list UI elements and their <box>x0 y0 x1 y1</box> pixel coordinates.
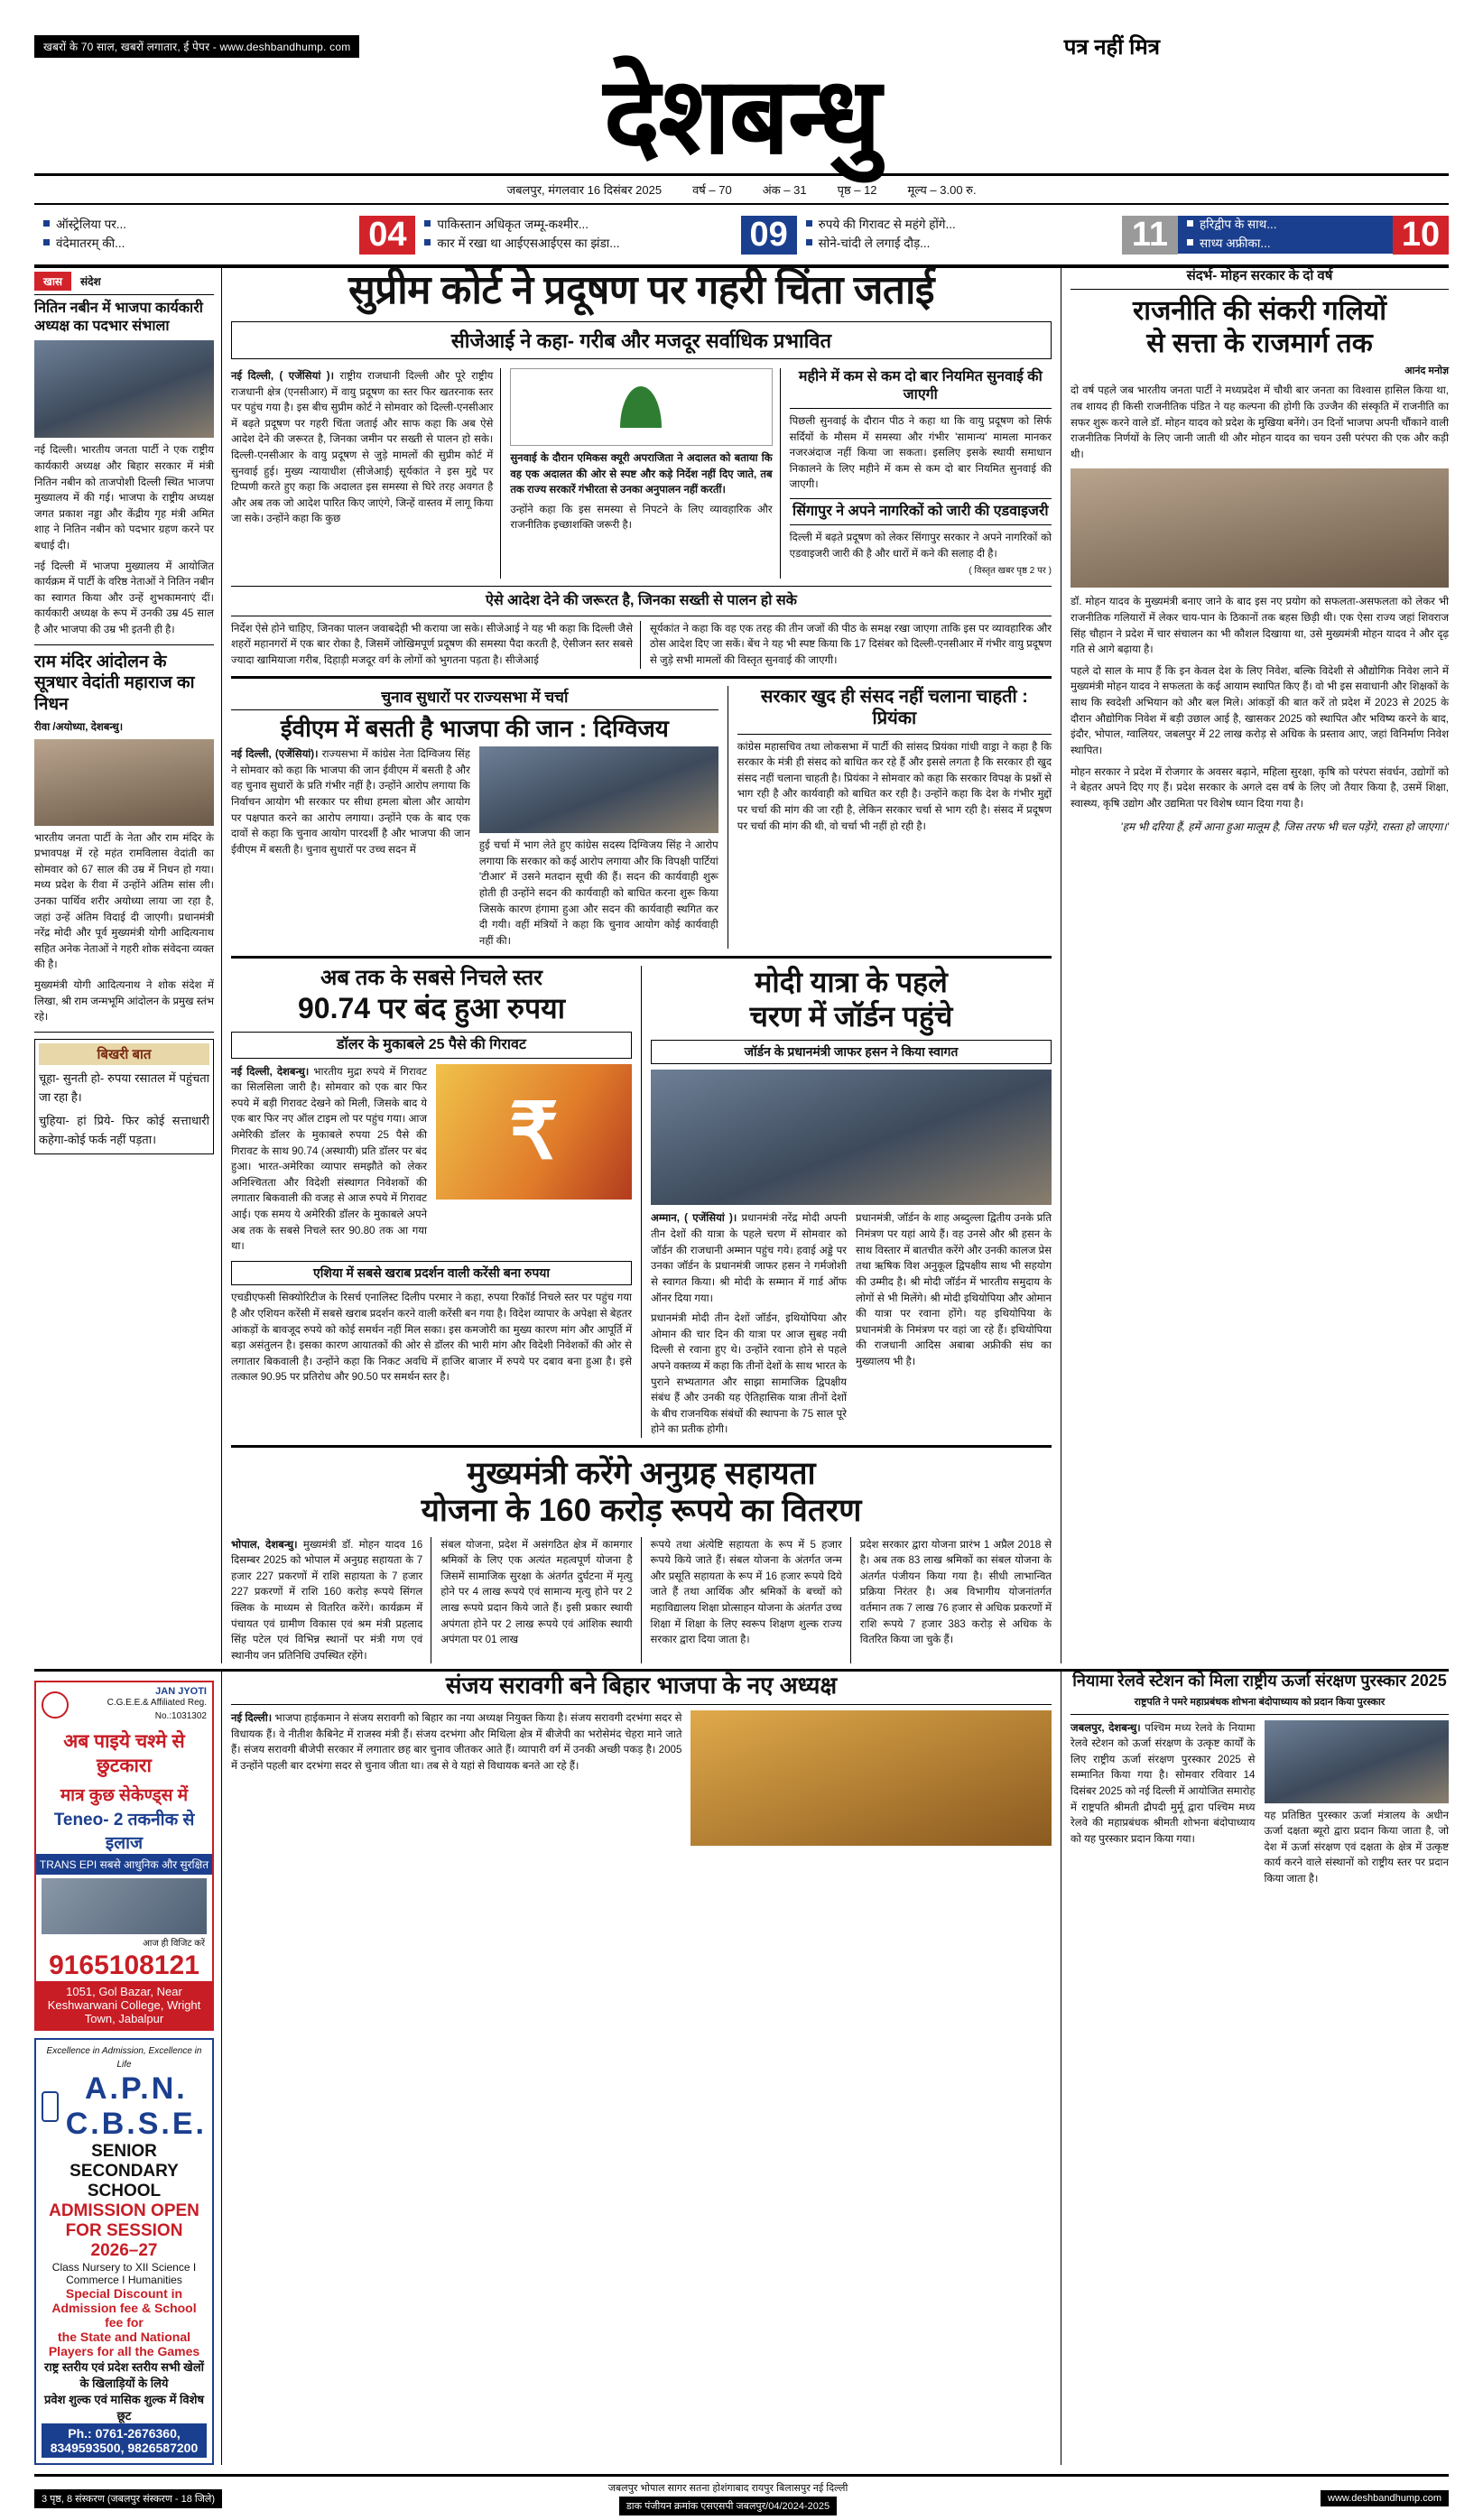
index-entry-2[interactable] <box>415 205 796 264</box>
index-line: सोने-चांदी ले लगाई दौड़... <box>806 235 1117 254</box>
cm-text-2: संबल योजना, प्रदेश में असंगठित क्षेत्र में कामगार श्रमिकों के लिए एक अत्यंत महत्वपूर्ण योजना है जिसमें सामाजिक सुरक्षा के अंतर्गत दुर्घटना में मृत्यु होने पर 4 लाख रूपये एवं सामान्य मृत्यु होने पर 2 लाख रूपये प्रदान किये जाते हैं। इसी प्रकार स्थायी अपंगता होने पर 2 लाख रूपये एवं आंशिक स्थायी अपंगता पर 01 लाख <box>440 1538 633 1646</box>
priyanka-text: कांग्रेस महासचिव तथा लोकसभा में पार्टी की सांसद प्रियंका गांधी वाड्रा ने कहा है कि सरकार के मंत्री ही संसद को बाधित कर रहे हैं और इससे लगता है कि सरकार ही खुद संसद नहीं चलाना चाहती है। प्रियंका ने सोमवार को कहा कि सरकार विपक्ष के प्रश्नों से भाग रही है और कार्यवाही को बाधित कर रही है। उन्होंने कहा कि देश के गंभीर मुद्दों पर चर्चा की मांग की जा रही है, लेकिन सरकार चर्चा से भाग रही है। संसद में प्रदूषण पर चर्चा की मांग की थी, वो चर्चा भी नहीं हो रही है। <box>737 740 1052 832</box>
page-footer <box>34 2474 1449 2520</box>
ad-apn-offer-2: the State and National Players for all the Games <box>48 2330 200 2359</box>
index-page-number: 04 <box>359 216 415 255</box>
footer-registration: डाक पंजीयन क्रमांक एसएसपी जबलपुर/04/2024-2025 <box>619 2497 837 2515</box>
index-line: साध्य अफ्रीका... <box>1187 235 1387 254</box>
priyanka-headline: सरकार खुद ही संसद नहीं चलाना चाहती : प्रियंका <box>737 686 1052 735</box>
ad-jan-line-2: मात्र कुछ सेकेण्ड्स में <box>60 1785 189 1805</box>
left-lead-text-2: नई दिल्ली में भाजपा मुख्यालय में आयोजित कार्यक्रम में पार्टी के वरिष्ठ नेताओं ने नितिन नबीन का स्वागत किया और उन्हें शुभकामनाएं दीं। कार्यकारी अध्यक्ष के रूप में उनकी उम्र 45 साल है और भाजपा की उम्र भी इतनी ही है। <box>34 560 214 636</box>
ad-apn-hindi-1: राष्ट्र स्तरीय एवं प्रदेश स्तरीय सभी खेलों के खिलाड़ियों के लिये <box>44 2360 204 2391</box>
vedanti-dateline: रीवा /अयोध्या, देशबन्धु। <box>34 720 124 733</box>
left-lead-headline: नितिन नबीन में भाजपा कार्यकारी अध्यक्ष का पदभार संभाला <box>34 301 203 335</box>
modi-text-2: प्रधानमंत्री मोदी तीन देशों जॉर्डन, इथियोपिया और ओमान की चार दिन की यात्रा पर आज सुबह नयी दिल्ली से रवाना हुए थे। उन्होंने रवाना होने से पहले अपने वक्तव्य में कहा कि तीनों देशों के साथ भारत के पुराने सभ्यतागत और साझा सामाजिक द्विपक्षीय संबंध हैं और उनकी यह ऐतिहासिक यात्रा तीनों देशों के बीच राजनयिक संबंधों की स्थापना के 75 साल पूरे होने का प्रतीक होगी। <box>651 1312 847 1436</box>
lead-headline: सुप्रीम कोर्ट ने प्रदूषण पर गहरी चिंता जताई <box>348 268 935 313</box>
modi-text-3: प्रधानमंत्री, जॉर्डन के शाह अब्दुल्ला द्वितीय उनके प्रति निमंत्रण पर यहां आये हैं। वह उनसे और श्री हसन के साथ विस्तार में बातचीत करेंगे और उनकी कालज प्रेस तथा ऋषिक विश अनुकूल द्विपक्षीय साथ भी सहयोग की उम्मीद है। श्री मोदी जॉर्डन में भारतीय समुदाय के लोगों से भी मिलेंगे। श्री मोदी इथियोपिया और ओमान की यात्रा पर रवाना होंगे। यह इथियोपिया के प्रधानमंत्री के निमंत्रण पर वहां जा रहे हैं। इथियोपिया की राजधानी आदिस अबाबा अफ्रीकी संघ का मुख्यालय भी है। <box>856 1212 1052 1367</box>
footer-website[interactable]: www.deshbandhump.com <box>1321 2490 1449 2506</box>
ad-jan-line-3: Teneo- 2 तकनीक से इलाज <box>53 1810 195 1853</box>
ad-jan-address: 1051, Gol Bazar, Near Keshwarwani College, Wright Town, Jabalpur <box>36 1981 212 2029</box>
newspaper-page <box>0 32 1483 2520</box>
index-entry-3[interactable] <box>797 205 1178 264</box>
ad-apn-admission: ADMISSION OPEN FOR SESSION 2026–27 <box>49 2201 199 2261</box>
railway-text-2: यह प्रतिष्ठित पुरस्कार ऊर्जा मंत्रालय के अधीन ऊर्जा दक्षता ब्यूरो द्वारा प्रदान किया जाता है, जो देश में ऊर्जा संरक्षण एवं दक्षता के क्षेत्र में उत्कृष्ट कार्य करने वाले संस्थानों को राष्ट्रीय स्तर पर प्रदान किया जाता है। <box>1264 1809 1449 1885</box>
rupee-subheadline: डॉलर के मुकाबले 25 पैसे की गिरावट <box>231 1032 632 1059</box>
issue-line <box>34 176 1449 205</box>
railway-headline: नियामा रेलवे स्टेशन को मिला राष्ट्रीय ऊर्जा संरक्षण पुरस्कार 2025 <box>1072 1672 1447 1691</box>
ad-jan-line-1: अब पाइये चश्मे से छुटकारा <box>63 1731 185 1776</box>
railway-dateline: जबलपुर, देशबन्धु। <box>1071 1721 1141 1734</box>
cm-text-3: रूपये तथा अंत्येष्टि सहायता के रूप में 5 हजार रूपये किये जाते हैं। संबल योजना के अंतर्गत जन्म और प्रसूति सहायता के रूप में 16 हजार रूपये दिये जाते हैं तथा आर्थिक और श्रमिकों के बच्चों को महाविद्यालय शिक्षा प्रोत्साहन योजना के अंतर्गत उच्च शिक्षा में शिक्षा के लिए स्वरूप शिक्षण शुल्क राज्य सरकार द्वारा दिया जाता है। <box>650 1538 842 1646</box>
modi-dateline: अम्मान, ( एजेंसियां )। <box>651 1212 737 1225</box>
issue-number: अंक – 31 <box>762 183 807 198</box>
railway-text: पश्चिम मध्य रेलवे के नियामा रेलवे स्टेशन को ऊर्जा संरक्षण के उत्कृष्ट कार्यों के लिए राष्ट्रीय ऊर्जा संरक्षण पुरस्कार 2025 से सम्मानित किया गया है। सोमवार रविवार 14 दिसंबर 2025 को नई दिल्ली में आयोजित समारोह में राष्ट्रपति श्रीमती द्रौपदी मुर्मू द्वारा पश्चिम मध्य रेलवे की महाप्रबंधक श्रीमती शोभना बंदोपाध्याय को यह पुरस्कार प्रदान किया गया। <box>1071 1721 1256 1845</box>
main-grid <box>34 267 1449 1663</box>
left-kicker-black: संदेश <box>80 275 101 289</box>
rupee-dateline: नई दिल्ली, देशबन्धु। <box>231 1065 310 1078</box>
analysis-signature-couplet: 'हम भी दरिया हैं, हमें आना हुआ मालूम है, जिस तरफ भी चल पड़ेंगे, रास्ता हो जाएगा।' <box>1120 820 1449 834</box>
ad-jan-bar: TRANS EPI सबसे आधुनिक और सुरक्षित <box>36 1854 212 1875</box>
evm-dateline: नई दिल्ली, (एजेंसियां)। <box>231 748 319 761</box>
analysis-headline-2: से सत्ता के राजमार्ग तक <box>1146 328 1373 358</box>
vedanti-headline: राम मंदिर आंदोलन के सूत्रधार वेदांती महाराज का निधन <box>34 652 195 715</box>
ad-jan-reg: C.G.E.E.& Affiliated Reg. No.:1031302 <box>107 1698 207 1721</box>
lead-side-head-2: सिंगापुर ने अपने नागरिकों को जारी की एडवाइजरी <box>790 498 1052 525</box>
railway-subheadline: राष्ट्रपति ने पमरे महाप्रबंधक शोभना बंदोपाध्याय को प्रदान किया पुरस्कार <box>1071 1691 1449 1715</box>
masthead-logo-wrap <box>34 58 1449 176</box>
masthead-slogan: पत्र नहीं मित्र <box>1063 34 1160 60</box>
index-entry-4-text <box>1178 216 1393 254</box>
index-bar <box>34 205 1449 267</box>
ad-jan-clinic-photo <box>42 1878 207 1934</box>
ad-jan-phone[interactable]: 9165108121 <box>49 1950 199 1981</box>
analysis-text-2: डॉ. मोहन यादव के मुख्यमंत्री बनाए जाने के बाद इस नए प्रयोग को सफलता-असफलता को लेकर भी राजनीतिक गलियारों में लेकर चाय-पान के ठिकानों तक बहस छिड़ी थी। एक ऐसा राज्य जहां शिवराज सिंह चौहान ने प्रदेश में चार संचालन का भी कौशल दिखाया था, उसे मुख्यमंत्री मोहन यादव ने और दृढ़ गति से आगे बढ़ाया है। <box>1071 596 1449 656</box>
bjp-ceremony-photo <box>34 340 214 438</box>
index-entry-1[interactable] <box>34 205 415 264</box>
bihar-headline: संजय सरावगी बने बिहार भाजपा के नए अध्यक्ष <box>231 1672 1052 1705</box>
analysis-text-3: पहले दो साल के माप हैं कि इन केवल देश के लिए निवेश, बल्कि विदेशी से औद्योगिक निवेश लाने में मुख्यमंत्री मोहन यादव ने सफलता के कई आयाम स्थापित किए हैं। वो भी इस सवाधानी और शिक्षकों के साथ कि स्वदेशी अभियान को और बल मिले। आंकड़ों की बात करें तो प्रदेश में 2023 से 2025 के दौरान औद्योगिक निवेश में बड़ी उछाल आई है, खासकर 2025 को स्थापित और भविष्य करने के बाद, इंदौर, भोपाल, ग्वालियर, जबलपुर में 22 लाख करोड़ से अधिक के प्रस्ताव आए, जहां विनिर्माण निवेश स्थापित। <box>1071 664 1449 756</box>
index-line: रुपये की गिरावट से महंगे होंगे... <box>806 216 1117 235</box>
vedanti-portrait-photo <box>34 739 214 826</box>
modi-headline-1: मोदी यात्रा के पहले <box>755 966 948 999</box>
analysis-headline-1: राजनीति की संकरी गलियों <box>1133 296 1386 327</box>
issue-year: वर्ष – 70 <box>692 183 732 198</box>
ad-jan-jyoti[interactable] <box>34 1681 214 2031</box>
bottom-left-ads <box>34 1672 222 2465</box>
ad-apn-school[interactable] <box>34 2038 214 2465</box>
masthead-topbar <box>34 32 1449 60</box>
modi-text: प्रधानमंत्री नरेंद्र मोदी अपनी तीन देशों की यात्रा के पहले चरण में सोमवार को जॉर्डन की राजधानी अम्मान पहुंच गये। हवाई अड्डे पर उनका जॉर्डन के प्रधानमंत्री जाफर हसन ने गर्मजोशी से स्वागत किया। श्री मोदी के सम्मान में गार्ड ऑफ ऑनर दिया गया। <box>651 1212 847 1304</box>
rupee-graphic <box>436 1064 632 1200</box>
issue-place-date: जबलपुर, मंगलवार 16 दिसंबर 2025 <box>506 183 663 198</box>
lead-side-text-2: दिल्ली में बढ़ते प्रदूषण को लेकर सिंगापुर सरकार ने अपने नागरिकों को एडवाइजरी जारी की है और धारों में कने की सलाह दी है। <box>789 532 1052 560</box>
cm-text-4: प्रदेश सरकार द्वारा योजना प्रारंभ 1 अप्रैल 2018 से है। अब तक 83 लाख श्रमिकों का संबल योजना के अंतर्गत पंजीयन किया गया है। सीधी लाभान्वित प्रक्रिया निरंतर है। अब विभागीय योजनांतर्गत वर्तमान तक 7 लाख 76 हजार से अधिक प्रकरणों में राशि रूपये 7 हजार 383 करोड़ से अधिक के वितरित किया जा चुके हैं। <box>859 1538 1052 1646</box>
lead-side-head-1: महीने में कम से कम दो बार नियमित सुनवाई की जाएगी <box>790 368 1052 409</box>
rupee-sub2: एशिया में सबसे खराब प्रदर्शन वाली करेंसी बना रुपया <box>231 1261 632 1286</box>
lead-box-col-2: सूर्यकांत ने कहा कि वह एक तरह की तीन जजों की पीठ के समक्ष रखा जाएगा ताकि इस पर व्यावहारिक और ठोस आदेश दिए जा सकें। बेंच ने यह भी स्पष्ट किया कि 17 दिसंबर को दिल्ली-एनसीआर में गंभीर वायु प्रदूषण से जुड़े सभी मामलों की विस्तृत सुनवाई की जाएगी। <box>650 622 1052 666</box>
left-lead-text: नई दिल्ली। भारतीय जनता पार्टी ने एक राष्ट्रीय कार्यकारी अध्यक्ष और बिहार सरकार में मंत्री नितिन नबीन को ताजपोशी दिल्ली स्थित भाजपा मुख्यालय में की गई। भाजपा के राष्ट्रीय अध्यक्ष जगत प्रकाश नड्डा और केंद्रीय गृह मंत्री अमित शाह ने नितिन नबीन को पदभार ग्रहण करने पर बधाई दी। <box>34 444 214 552</box>
lead-box-col-1: निर्देश ऐसे होने चाहिए, जिनका पालन जवाबदेही भी कराया जा सके। सीजेआई ने यह भी कहा कि दिल्ली जैसे शहरों महानगरों में एक बार रोका है, जिसमें जोखिमपूर्ण प्रदूषण की समस्या पैदा करती है, ऐसीजन स्तर सबसे ज्यादा खामियाजा गरीब, दिहाड़ी मजदूर वर्ग के लोगों को भुगतना पड़ता है। सीजेआई <box>231 622 633 666</box>
issue-pages: पृष्ठ – 12 <box>837 183 877 198</box>
modi-jordan-photo <box>651 1070 1052 1205</box>
rupee-text: भारतीय मुद्रा रुपये में गिरावट का सिलसिला जारी है। सोमवार को एक बार फिर रुपये में बड़ी गिरावट देखने को मिली, जिसके बाद ये एक बार फिर नए ऑल टाइम लो पर पहुंच गया। आज अमेरिकी डॉलर के मुकाबले रुपया 25 पैसे की गिरावट के साथ 90.74 (अस्थायी) प्रति डॉलर पर बंद हुआ। भारत-अमेरिका व्यापार समझौते को लेकर अनिश्चितता और विदेशी संस्थागत निवेशकों की लगातार बिकवाली की वजह से आज रुपये में गिरावट आई। एक समय ये अमेरिकी डॉलर के मुकाबले अपने अब तक के सबसे निचले स्तर 90.80 तक आ गया था। <box>231 1065 427 1253</box>
bihar-dateline: नई दिल्ली। <box>231 1712 273 1725</box>
index-entry-1-text <box>34 216 359 254</box>
lead-box-headline: ऐसे आदेश देने की जरूरत है, जिनका सख्ती से पालन हो सके <box>486 592 797 608</box>
cm-headline-2: योजना के 160 करोड़ रूपये का वितरण <box>421 1493 862 1529</box>
modi-subheadline: जॉर्डन के प्रधानमंत्री जाफर हसन ने किया स्वागत <box>651 1040 1052 1065</box>
lead-subheadline: सीजेआई ने कहा- गरीब और मजदूर सर्वाधिक प्रभावित <box>231 321 1052 359</box>
lead-pullquote: सुनवाई के दौरान एमिकस क्यूरी अपराजिता ने अदालत को बताया कि वह एक अदालत की ओर से स्पष्ट और कड़े निर्देश नहीं दिए जाते, तब तक राज्य सरकारें गंभीरता से उनका अनुपालन नहीं करतीं। <box>510 451 773 496</box>
index-entry-3-text <box>797 216 1122 254</box>
school-logo-icon <box>42 2091 59 2122</box>
cartoon-line-2: चुहिया- हां प्रिये- फिर कोई सत्ताधारी कहेगा-कोई फर्क नहीं पड़ता। <box>39 1114 209 1147</box>
analysis-kicker: संदर्भ- मोहन सरकार के दो वर्ष <box>1071 268 1449 290</box>
left-kicker-red: खास <box>34 272 71 291</box>
index-line: कार में रखा था आईएसआईएस का झंडा... <box>424 235 735 254</box>
right-column <box>1061 268 1449 1663</box>
footer-editions: जबलपुर भोपाल सागर सतना होशंगाबाद रायपुर बिलासपुर नई दिल्ली <box>607 2483 848 2495</box>
vedanti-text-2: मुख्यमंत्री योगी आदित्यनाथ ने शोक संदेश में लिखा, श्री राम जन्मभूमि आंदोलन के प्रमुख स्तंभ रहे। <box>34 979 214 1024</box>
ad-jan-badge: JAN JYOTI <box>155 1686 207 1698</box>
evm-text: राज्यसभा में कांग्रेस नेता दिग्विजय सिंह ने सोमवार को कहा कि भाजपा की जान ईवीएम में बसती है और वह चुनाव सुधारों के प्रति गंभीर नहीं है। उन्होंने आरोप लगाया कि निर्वाचन आयोग भी सरकार पर सीधा हमला बोला और आयोग पर पक्षपात करने का आरोप लगाया। उन्होंने एक के बाद एक दावों से कहा कि चुनाव आयोग पारदर्शी है और भाजपा की जान ईवीएम में बसती है। चुनाव सुधारों पर उच्च सदन में <box>231 748 470 856</box>
newspaper-logo: देशबन्धु <box>603 58 880 176</box>
rupee-headline-2: 90.74 पर बंद हुआ रुपया <box>297 991 566 1024</box>
vedanti-text: भारतीय जनता पार्टी के नेता और राम मंदिर के प्रभावपक्ष में रहे महंत रामविलास वेदांती का सोमवार को 67 साल की उम्र में निधन हो गया। मध्य प्रदेश के रीवा में उन्होंने अंतिम सांस ली। उनका पार्थिव शरीर अयोध्या लाया जा रहा है, जहां उन्हें अंतिम विदाई दी जाएगी। प्रधानमंत्री नरेंद्र मोदी और पूर्व मुख्यमंत्री योगी आदित्यनाथ सहित अनेक नेताओं ने गहरी शोक संवेदना व्यक्त की है। <box>34 831 214 971</box>
sanjay-saraogi-photo <box>691 1710 1052 1846</box>
lead-body <box>231 368 1052 579</box>
cm-mohan-yadav-photo <box>1071 468 1449 588</box>
index-page-number: 11 <box>1122 216 1178 255</box>
index-line: पाकिस्तान अधिकृत जम्मू-कश्मीर... <box>424 216 735 235</box>
modi-headline-2: चरण में जॉर्डन पहुंचे <box>749 1000 953 1033</box>
lead-pullquote-tail: उन्होंने कहा कि इस समस्या से निपटने के लिए व्यावहारिक और राजनीतिक इच्छाशक्ति जरूरी है। <box>510 503 773 532</box>
rupee-text-2: एचडीएफसी सिक्योरिटीज के रिसर्च एनालिस्ट दिलीप परमार ने कहा, रुपया रिकॉर्ड निचले स्तर पर पहुंच गया है और एशियन करेंसी में सबसे खराब प्रदर्शन करने वाली करेंसी बन गया है। विदेश व्यापार के अपेक्षा से बेहतर आंकड़ों के बावजूद रुपये को कोई समर्थन नहीं मिल सका। इस कमजोरी का मुख्य कारण मांग और आपूर्ति में बड़ा असंतुलन है। इसका कारण आयातकों की ओर से डॉलर की भारी मांग और विदेशी निवेशकों की ओर से लगातार बिकवाली है। उन्होंने कहा कि निकट अवधि में हाजिर बाजार में रुपये पर दबाव बना हुआ है। इसे तत्काल 90.95 पर प्रतिरोध और 90.50 पर समर्थन स्तर है। <box>231 1292 632 1384</box>
epaper-strip: खबरों के 70 साल, खबरों लगातार, ई पेपर - www.deshbandhump. com <box>34 35 359 58</box>
center-column <box>222 268 1061 1663</box>
supreme-court-illustration <box>510 368 772 446</box>
index-entry-4[interactable] <box>1178 205 1449 264</box>
analysis-text-1: दो वर्ष पहले जब भारतीय जनता पार्टी ने मध्यप्रदेश में चौथी बार जनता का विश्वास हासिल किया था, तब शायद ही किसी राजनीतिक पंडित ने यह कल्पना की होगी कि उज्जैन की संस्कृति में राजनीति का सफर शुरू करने वाले डॉ. मोहन यादव को प्रदेश के मुखिया बनेंगे। उन दिनों भाजपा अपनी चौंकाने वाली राजनीतिक निर्णयों के लिए जानी जाती थी और मोहन यादव का चयन उसी परंपरा की एक और कड़ी थी। <box>1071 384 1449 460</box>
ad-apn-phone[interactable]: Ph.: 0761-2676360, 8349593500, 9826587200 <box>42 2423 207 2458</box>
evm-headline: ईवीएम में बसती है भाजपा की जान : दिग्विजय <box>280 714 669 742</box>
lead-dateline: नई दिल्ली, ( एजेंसियां )। <box>231 369 335 382</box>
ad-apn-hindi-2: प्रवेश शुल्क एवं मासिक शुल्क में विशेष छूट <box>44 2393 204 2423</box>
cm-dateline: भोपाल, देशबन्धु। <box>231 1538 298 1551</box>
index-page-number: 09 <box>741 216 797 255</box>
bottom-center-story <box>222 1672 1061 2465</box>
index-line: ऑस्ट्रेलिया पर... <box>43 216 354 235</box>
rajyasabha-photo <box>479 746 718 833</box>
left-column <box>34 268 222 1663</box>
index-page-number: 10 <box>1393 216 1449 255</box>
analysis-author: आनंद मनोज्ञ <box>1404 365 1449 376</box>
ad-apn-classes: Class Nursery to XII Science I Commerce I Humanities <box>51 2261 197 2287</box>
lead-side-credit: ( विस्तृत खबर पृष्ठ 2 पर ) <box>969 566 1052 577</box>
issue-price: मूल्य – 3.00 रु. <box>907 183 977 198</box>
footer-editions-count: 3 पृष्ठ, 8 संस्करण (जबलपुर संस्करण - 18 जिले) <box>34 2489 222 2508</box>
bottom-grid <box>34 1669 1449 2465</box>
lead-col1: राष्ट्रीय राजधानी दिल्ली और पूरे राष्ट्रीय राजधानी क्षेत्र (एनसीआर) में वायु प्रदूषण का स्तर फिर खतरनाक स्तर पर पहुंच गया है। इस बीच सुप्रीम कोर्ट ने सोमवार को दिल्ली-एनसीआर में बढ़ते प्रदूषण पर गहरी चिंता जताई और साफ कहा कि अब ऐसे आदेश देने की जरूरत है, जिनका जमीन पर सख्ती से पालन हो सके। दिल्ली-एनसीआर के वायु प्रदूषण से जुड़े मामलों की सुप्रीम कोर्ट में सुनवाई हुई। मुख्य न्यायाधीश (सीजेआई) सूर्यकांत ने इस मुद्दे पर टिप्पणी करते हुए कहा कि अदालत इस समस्या से घिरे तरह अवगत है और अब तक जो आदेश पारित किए जाएंगे, जिन्हें वास्तव में लागू किया जा सके। उन्होंने कहा कि कुछ <box>231 369 494 525</box>
ad-jan-cta: आज ही विजिट करें <box>143 1938 205 1949</box>
lead-side-text-1: पिछली सुनवाई के दौरान पीठ ने कहा था कि वायु प्रदूषण को सिर्फ सर्दियों के मौसम में समस्या और गंभीर 'सामान्य' मामला मानकर नजरअंदाज नहीं किया जा सकता। इसलिए इसके स्थायी समाधान निकालने के लिए महीने में कम से कम दो बार नियमित सुनवाई की जाएगी। <box>789 414 1052 491</box>
index-line: हरिद्वीप के साथ... <box>1187 216 1387 235</box>
index-line: वंदेमातरम् की... <box>43 235 354 254</box>
ad-apn-offer-1: Special Discount in Admission fee & School fee for <box>51 2286 197 2330</box>
ad-apn-sub: SENIOR SECONDARY SCHOOL <box>70 2142 179 2201</box>
ad-apn-tagline: Excellence in Admission, Excellence in Life <box>46 2046 202 2070</box>
analysis-text-4: मोहन सरकार ने प्रदेश में रोजगार के अवसर बढ़ाने, महिला सुरक्षा, कृषि को परंपरा संवर्धन, उद्योगों को ने बेहतर अपने दिए गए हैं। प्रदेश सरकार के अगले दस वर्ष के लिए जो तैयार किया है, उसमें शिक्षा, स्वास्थ्य, कृषि उद्योग और उद्यमिता पर विशेष ध्यान दिया गया है। <box>1071 765 1449 810</box>
cm-headline-1: मुख्यमंत्री करेंगे अनुग्रह सहायता <box>467 1456 816 1492</box>
index-entry-2-text <box>415 216 740 254</box>
evm-topic: चुनाव सुधारों पर राज्यसभा में चर्चा <box>231 686 718 710</box>
bottom-right-story <box>1061 1672 1449 2465</box>
rupee-headline-1: अब तक के सबसे निचले स्तर <box>320 966 542 991</box>
cm-text: मुख्यमंत्री डॉ. मोहन यादव 16 दिसम्बर 2025 को भोपाल में अनुग्रह सहायता के 7 हजार 227 प्रकरणों में राशि सहायता के 7 हजार 227 प्रकरणों में राशि 160 करोड़ रूपये सिंगल क्लिक के माध्यम से वितरित करेंगे। कार्यक्रम में पंचायत एवं ग्रामीण विकास एवं श्रम मंत्री प्रहलाद सिंह पटेल एवं विभिन्न स्थानों पर मंत्री गण एवं स्थानीय जन प्रतिनिधि उपस्थित रहेंगे। <box>231 1538 423 1662</box>
cartoon-line-1: चूहा- सुनती हो- रुपया रसातल में पहुंचता जा रहा है। <box>39 1070 209 1104</box>
evm-text-2: हुई चर्चा में भाग लेते हुए कांग्रेस सदस्य दिग्विजय सिंह ने आरोप लगाया कि सरकार को कई आरोप लगाया और कि विपक्षी पार्टियां 'टीआर' में उसने मतदान सूची की हैं। सदन की कार्यवाही शुरू होती ही उन्होंने सदन की कार्यवाही को बाधित करना शुरू किया जिसके कारण हंगामा हुआ और सदन की कार्यवाही स्थगित कर दी गयी। वहीं मंत्रियों ने कहा कि चुनाव आयोग कोई कार्यवाही नहीं की। <box>478 839 718 947</box>
bihar-text: भाजपा हाईकमान ने संजय सरावगी को बिहार का नया अध्यक्ष नियुक्त किया है। संजय सरावगी दरभंगा सदर से विधायक हैं। वे नीतीश कैबिनेट में राजस्व मंत्री हैं। संजय दरभंगा और मिथिला क्षेत्र में बीजेपी का भरोसेमंद चेहरा माने जाते हैं। संजय सरावगी बीजेपी सरकार में लगातार छह बार चुनाव जीतकर आते हैं। व्यापारी वर्ग में उनकी अच्छी पकड़ है। 2005 में उन्होंने पहली बार दरभंगा सदर से चुनाव जीता था। तब से वे यहां से विधायक बनते आ रहे हैं। <box>231 1712 682 1772</box>
award-ceremony-photo <box>1265 1720 1450 1803</box>
ad-apn-name: A.P.N. C.B.S.E. <box>65 2071 207 2142</box>
cartoon-title: बिखरी बात <box>39 1043 209 1065</box>
